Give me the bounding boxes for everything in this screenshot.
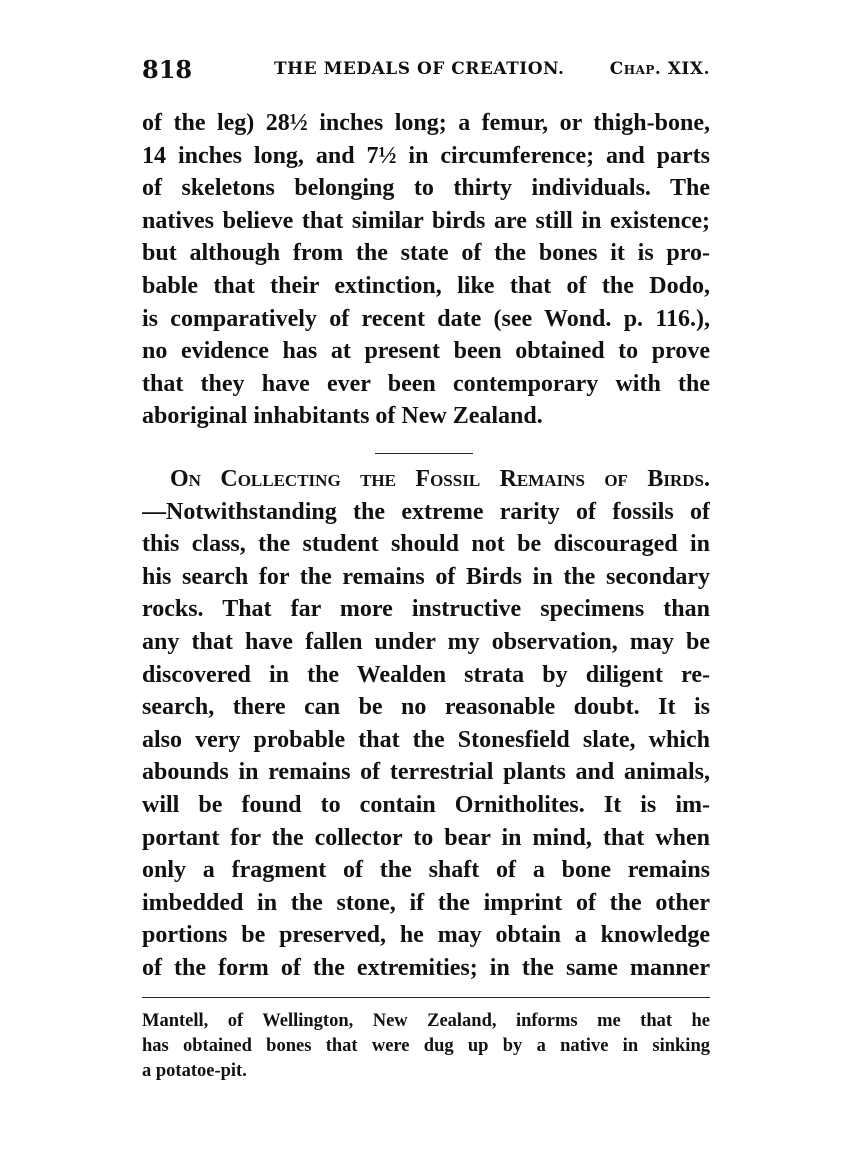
page-number: 818 <box>142 55 193 84</box>
paragraph-2 <box>142 463 710 985</box>
text-line: no evidence has at present been obtained to prove <box>142 338 710 365</box>
text-line: discovered in the Wealden strata by diligent re- <box>142 661 710 688</box>
paragraph-1 <box>142 107 710 433</box>
text-line: only a fragment of the shaft of a bone remains <box>142 857 710 884</box>
text-line: his search for the remains of Birds in the secondary <box>142 563 710 590</box>
text-line: aboriginal inhabitants of New Zealand. <box>142 403 543 430</box>
text-line: 14 inches long, and 7½ in circumference; and parts <box>142 142 710 169</box>
text-line: portions be preserved, he may obtain a knowledge <box>142 922 710 949</box>
chapter-label: Chap. XIX. <box>609 59 710 79</box>
text-line: that they have ever been contemporary with the <box>142 370 710 397</box>
text-line: —Notwithstanding the extreme rarity of fossils of <box>142 498 710 525</box>
text-line: imbedded in the stone, if the imprint of the other <box>142 889 710 916</box>
text-line: bable that their extinction, like that of the Dodo, <box>142 272 710 299</box>
footnote-line: a potatoe-pit. <box>142 1061 247 1081</box>
text-line: of skeletons belonging to thirty individuals. The <box>142 175 710 202</box>
text-line: rocks. That far more instructive specimens than <box>142 596 710 623</box>
running-title: THE MEDALS OF CREATION. <box>274 59 565 79</box>
text-line: portant for the collector to bear in mind, that when <box>142 824 710 851</box>
footnote-rule <box>142 997 710 998</box>
text-line: is comparatively of recent date (see Wond. p. 116.), <box>142 305 710 332</box>
page-header <box>142 55 710 91</box>
footnote-line: Mantell, of Wellington, New Zealand, informs me that he <box>142 1011 710 1031</box>
text-line: also very probable that the Stonesfield slate, which <box>142 726 710 753</box>
text-line: but although from the state of the bones it is pro- <box>142 240 710 267</box>
footnote <box>142 1009 710 1084</box>
text-line: any that have fallen under my observation, may be <box>142 628 710 655</box>
text-line: natives believe that similar birds are still in existence; <box>142 207 710 234</box>
text-line: search, there can be no reasonable doubt. It is <box>142 694 710 721</box>
text-line: abounds in remains of terrestrial plants and animals, <box>142 759 710 786</box>
section-heading: On Collecting the Fossil Remains of Birds. <box>170 466 710 492</box>
text-line: will be found to contain Ornitholites. It is im- <box>142 791 710 818</box>
text-line: of the leg) 28½ inches long; a femur, or thigh-bone, <box>142 110 710 136</box>
section-divider <box>375 453 473 454</box>
text-line: this class, the student should not be discouraged in <box>142 531 710 558</box>
footnote-line: has obtained bones that were dug up by a native in sinking <box>142 1036 710 1056</box>
text-line: of the form of the extremities; in the same manner <box>142 954 710 981</box>
